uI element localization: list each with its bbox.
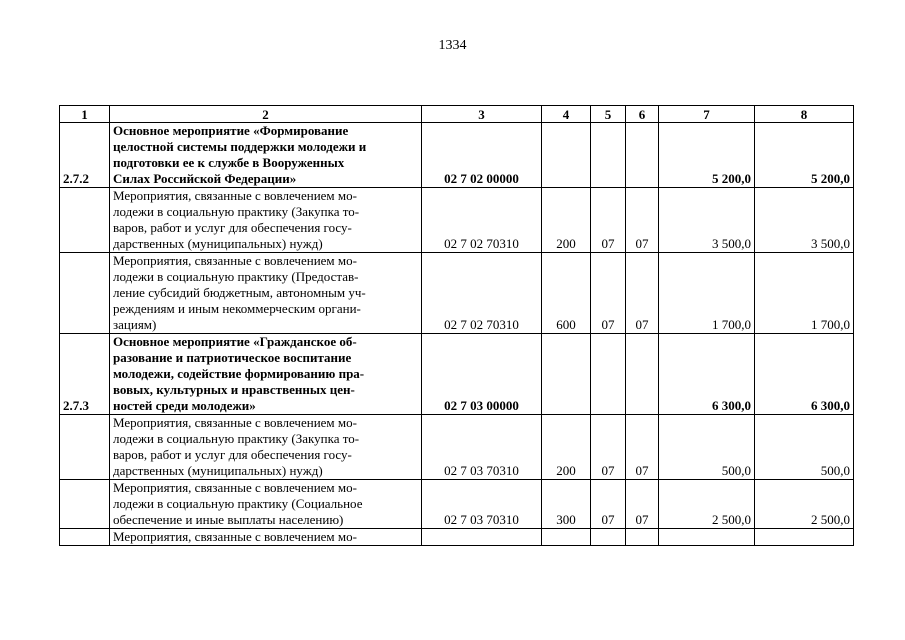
row-name-line: Мероприятия, связанные с вовлечением мо-	[113, 529, 357, 544]
row-col-4: 600	[542, 253, 591, 334]
row-col-6	[626, 334, 659, 415]
table-row	[60, 123, 854, 188]
row-name-line: разование и патриотическое воспитание	[113, 350, 352, 365]
row-number	[60, 415, 110, 480]
row-number: 2.7.2	[60, 123, 110, 188]
row-name-line: Основное мероприятие «Гражданское об-	[113, 334, 357, 349]
row-col-5: 07	[591, 253, 626, 334]
row-name-line: лодежи в социальную практику (Социальное	[113, 496, 363, 511]
row-name-line: лодежи в социальную практику (Закупка то-	[113, 204, 360, 219]
row-number	[60, 253, 110, 334]
row-col-7	[659, 529, 755, 546]
row-number	[60, 529, 110, 546]
row-name	[110, 415, 422, 480]
header-col-2: 2	[110, 106, 422, 123]
header-col-6: 6	[626, 106, 659, 123]
row-name-line: Силах Российской Федерации»	[113, 171, 297, 186]
page-number: 1334	[438, 38, 467, 53]
row-name	[110, 529, 422, 546]
row-col-7: 5 200,0	[659, 123, 755, 188]
row-code: 02 7 02 00000	[422, 123, 542, 188]
row-col-7: 1 700,0	[659, 253, 755, 334]
row-name	[110, 480, 422, 529]
row-col-8: 5 200,0	[755, 123, 854, 188]
row-col-5: 07	[591, 480, 626, 529]
row-name-line: ностей среди молодежи»	[113, 398, 256, 413]
row-name-line: Мероприятия, связанные с вовлечением мо-	[113, 188, 357, 203]
row-col-4: 200	[542, 188, 591, 253]
row-name-line: варов, работ и услуг для обеспечения госу-	[113, 447, 352, 462]
table-row	[60, 480, 854, 529]
row-col-6: 07	[626, 253, 659, 334]
row-name-line: Мероприятия, связанные с вовлечением мо-	[113, 415, 357, 430]
row-number	[60, 188, 110, 253]
row-number	[60, 480, 110, 529]
row-col-6	[626, 123, 659, 188]
table-row	[60, 415, 854, 480]
row-col-5	[591, 529, 626, 546]
row-name-line: дарственных (муниципальных) нужд)	[113, 463, 323, 478]
row-name-line: вовых, культурных и нравственных цен-	[113, 382, 355, 397]
row-code	[422, 529, 542, 546]
header-col-4: 4	[542, 106, 591, 123]
row-name-line: подготовки ее к службе в Вооруженных	[113, 155, 345, 170]
table-row-partial	[60, 529, 854, 546]
row-col-7: 3 500,0	[659, 188, 755, 253]
row-col-8: 6 300,0	[755, 334, 854, 415]
header-row	[60, 106, 854, 123]
row-col-8: 500,0	[755, 415, 854, 480]
row-col-6: 07	[626, 415, 659, 480]
header-col-3: 3	[422, 106, 542, 123]
header-col-8: 8	[755, 106, 854, 123]
row-col-6: 07	[626, 480, 659, 529]
row-name	[110, 123, 422, 188]
row-col-5	[591, 334, 626, 415]
row-code: 02 7 03 00000	[422, 334, 542, 415]
row-col-8: 2 500,0	[755, 480, 854, 529]
row-name-line: лодежи в социальную практику (Закупка то-	[113, 431, 360, 446]
row-col-5	[591, 123, 626, 188]
row-name-line: дарственных (муниципальных) нужд)	[113, 236, 323, 251]
row-col-6	[626, 529, 659, 546]
row-name-line: реждениям и иным некоммерческим органи-	[113, 301, 361, 316]
row-name-line: Мероприятия, связанные с вовлечением мо-	[113, 480, 357, 495]
row-col-8: 1 700,0	[755, 253, 854, 334]
row-name-line: молодежи, содействие формированию пра-	[113, 366, 365, 381]
row-col-7: 6 300,0	[659, 334, 755, 415]
budget-table	[59, 105, 854, 546]
row-col-7: 500,0	[659, 415, 755, 480]
row-name-line: варов, работ и услуг для обеспечения госу-	[113, 220, 352, 235]
row-name	[110, 188, 422, 253]
header-col-1: 1	[60, 106, 110, 123]
row-col-4: 300	[542, 480, 591, 529]
row-col-8	[755, 529, 854, 546]
row-number: 2.7.3	[60, 334, 110, 415]
header-col-7: 7	[659, 106, 755, 123]
row-code: 02 7 03 70310	[422, 480, 542, 529]
row-col-7: 2 500,0	[659, 480, 755, 529]
row-col-8: 3 500,0	[755, 188, 854, 253]
row-name-line: обеспечение и иные выплаты населению)	[113, 512, 344, 527]
row-col-4	[542, 334, 591, 415]
row-name-line: Мероприятия, связанные с вовлечением мо-	[113, 253, 357, 268]
table-row	[60, 334, 854, 415]
row-name	[110, 253, 422, 334]
table-row	[60, 188, 854, 253]
row-code: 02 7 03 70310	[422, 415, 542, 480]
row-col-4	[542, 529, 591, 546]
row-col-5: 07	[591, 415, 626, 480]
row-code: 02 7 02 70310	[422, 253, 542, 334]
row-name-line: лодежи в социальную практику (Предостав-	[113, 269, 359, 284]
row-name-line: зациям)	[113, 317, 157, 332]
table-row	[60, 253, 854, 334]
row-col-4	[542, 123, 591, 188]
row-name-line: Основное мероприятие «Формирование	[113, 123, 349, 138]
row-col-4: 200	[542, 415, 591, 480]
row-col-5: 07	[591, 188, 626, 253]
header-col-5: 5	[591, 106, 626, 123]
row-code: 02 7 02 70310	[422, 188, 542, 253]
row-name-line: ление субсидий бюджетным, автономным уч-	[113, 285, 366, 300]
row-name	[110, 334, 422, 415]
row-name-line: целостной системы поддержки молодежи и	[113, 139, 367, 154]
row-col-6: 07	[626, 188, 659, 253]
